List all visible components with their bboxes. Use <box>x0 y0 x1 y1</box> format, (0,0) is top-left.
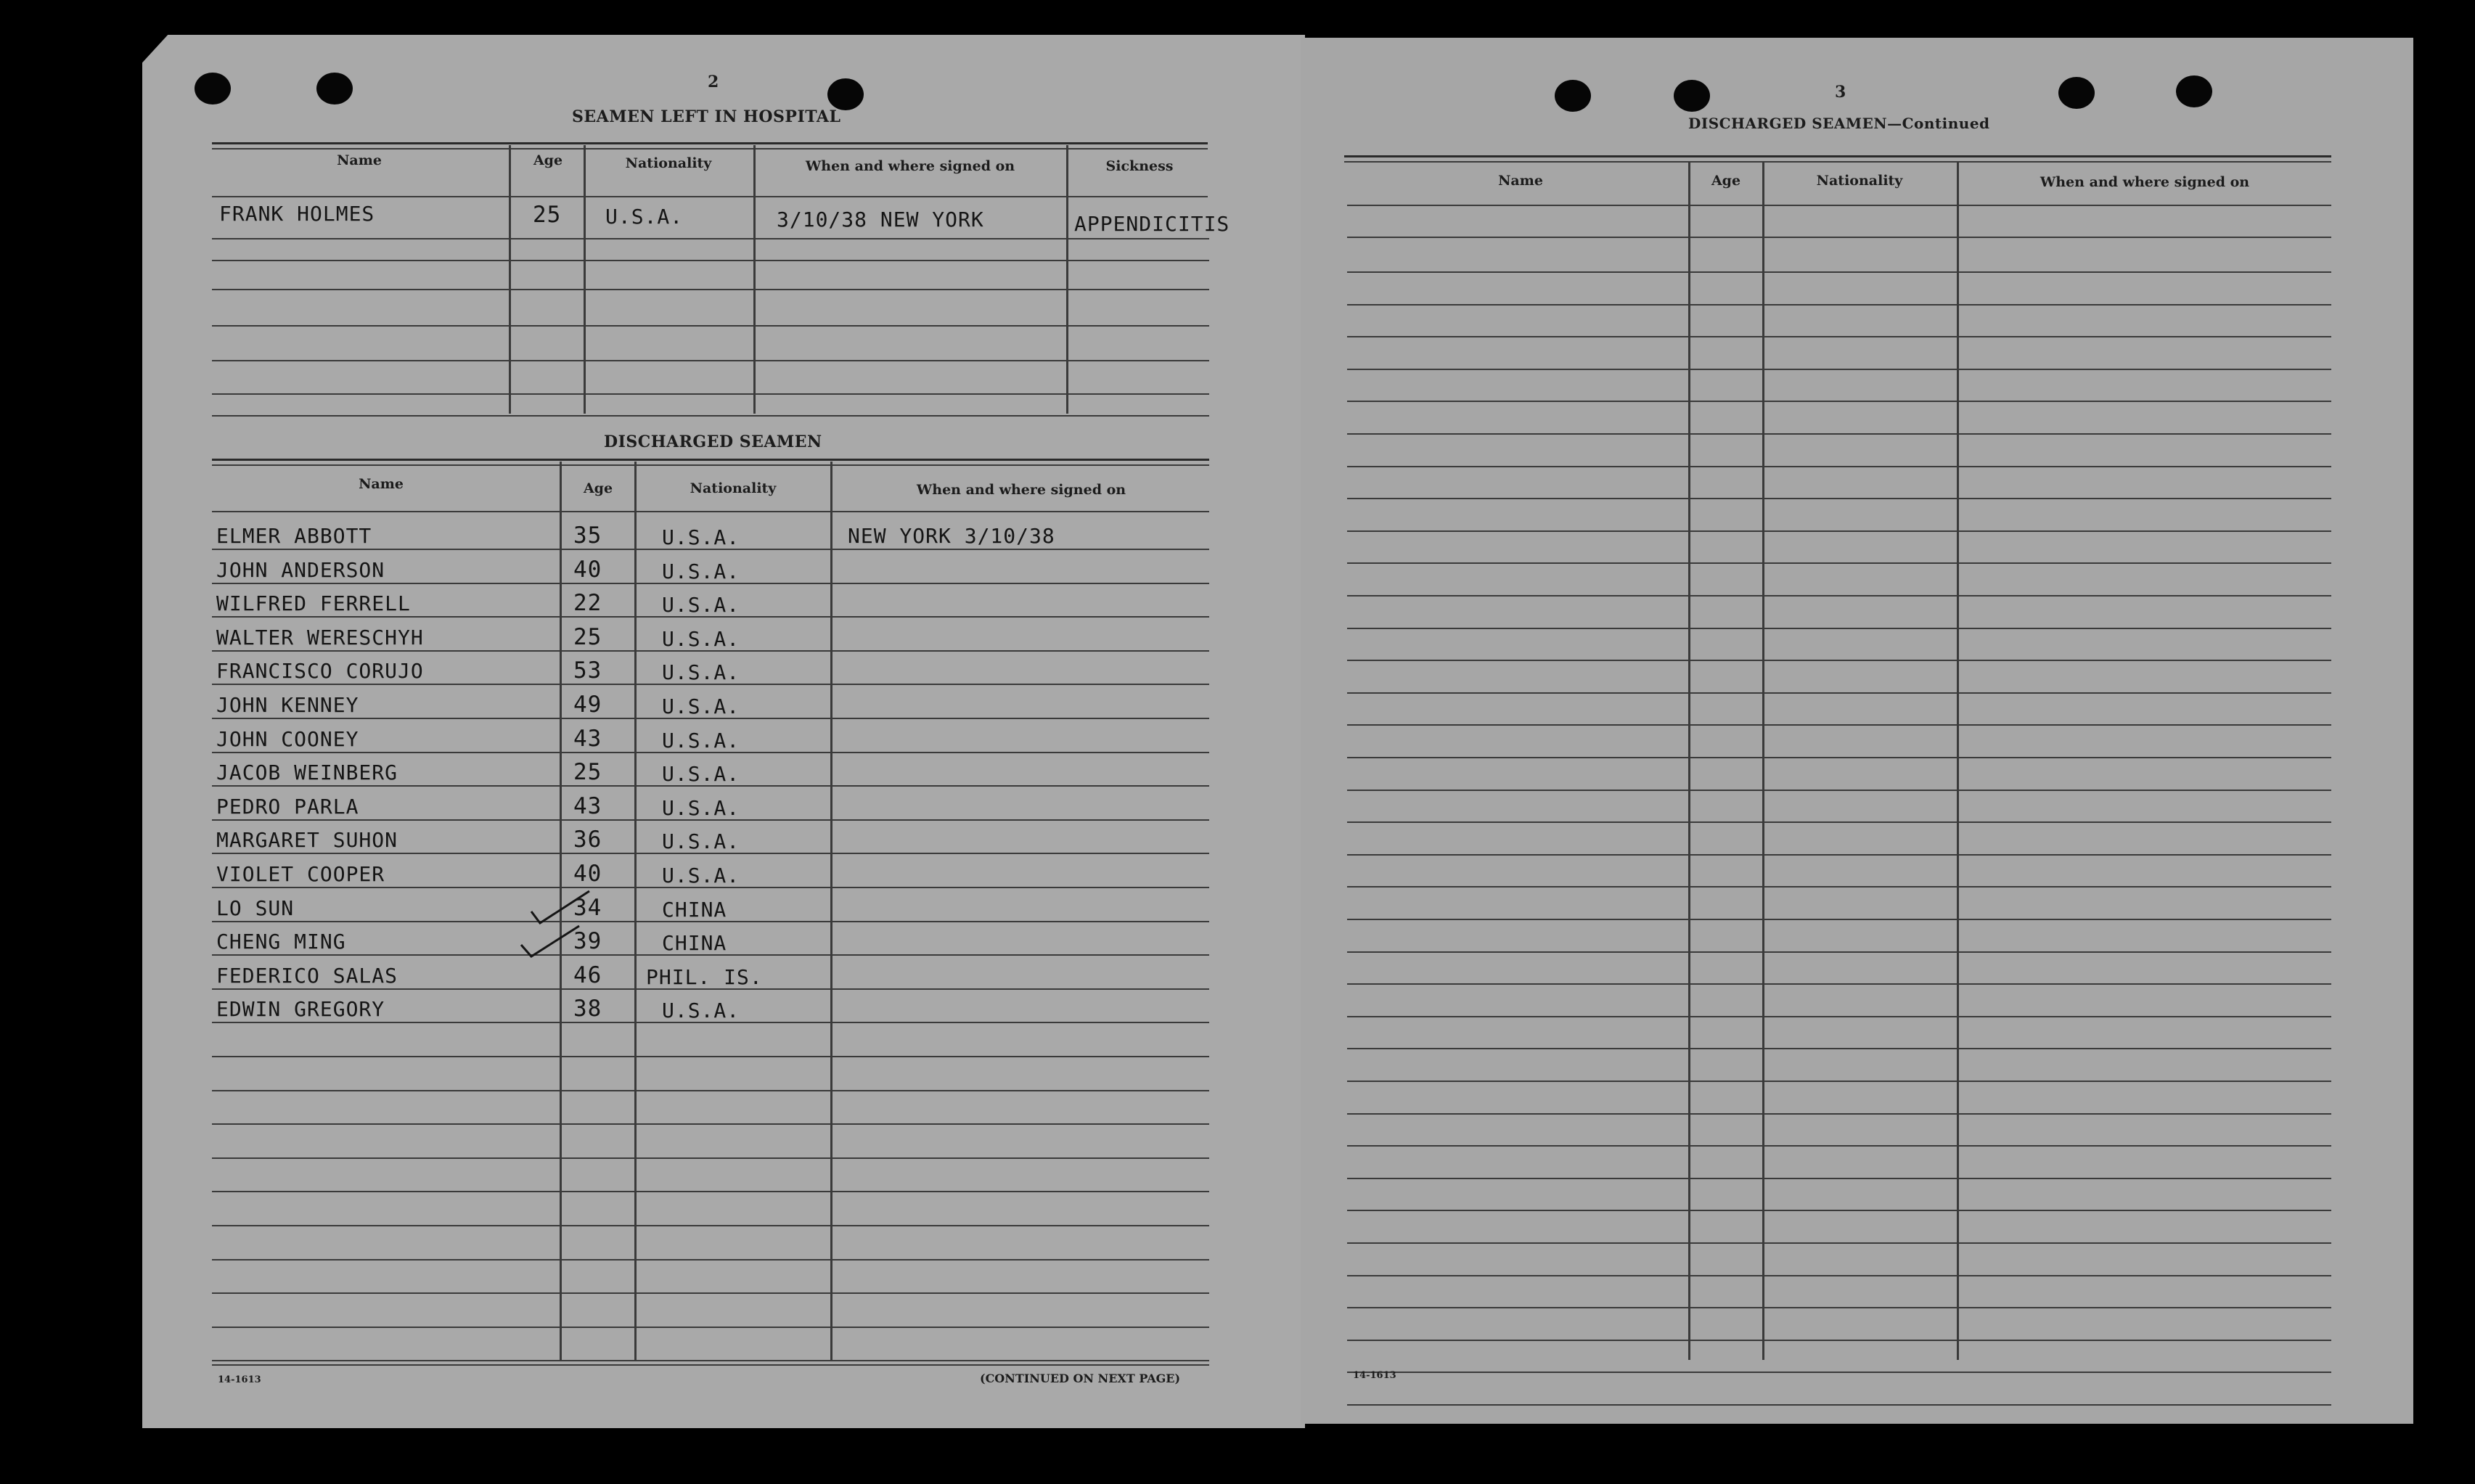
discharged-row-age: 40 <box>573 861 602 887</box>
discharged-header-name: Name <box>359 476 404 492</box>
discharged-row-nationality: U.S.A. <box>662 762 740 787</box>
left-form-number: 14-1613 <box>218 1374 261 1385</box>
discharged-row-nationality: U.S.A. <box>662 864 740 887</box>
punch-hole <box>2176 75 2212 107</box>
discharged-row-age: 22 <box>573 590 602 617</box>
discharged-row-age: 46 <box>573 962 602 988</box>
hospital-header-name: Name <box>337 152 382 168</box>
discharged-row-name: JACOB WEINBERG <box>216 761 398 785</box>
right-header-name: Name <box>1498 173 1543 189</box>
discharged-section-title: DISCHARGED SEAMEN <box>604 433 822 451</box>
discharged-row-age: 43 <box>573 725 602 752</box>
hospital-row-nationality: U.S.A. <box>605 205 684 229</box>
discharged-row-age: 34 <box>573 894 602 921</box>
discharged-row-age: 25 <box>573 623 602 650</box>
hospital-row-sickness: APPENDICITIS <box>1074 212 1230 236</box>
hospital-header-signed-on: When and where signed on <box>805 158 1015 174</box>
discharged-row-age: 39 <box>573 928 602 955</box>
discharged-row-signed-on: NEW YORK 3/10/38 <box>848 524 1055 548</box>
continued-note: (CONTINUED ON NEXT PAGE) <box>980 1372 1181 1385</box>
discharged-row-nationality: U.S.A. <box>662 559 740 583</box>
discharged-row-age: 36 <box>573 827 602 853</box>
discharged-row-name: FRANCISCO CORUJO <box>216 659 424 684</box>
right-header-signed-on: When and where signed on <box>2040 174 2250 190</box>
hospital-header-age: Age <box>533 152 563 168</box>
discharged-row-nationality: U.S.A. <box>662 728 740 753</box>
right-header-nationality: Nationality <box>1816 173 1903 189</box>
discharged-row-name: LO SUN <box>216 895 295 920</box>
hospital-row-name: FRANK HOLMES <box>219 202 375 226</box>
discharged-row-age: 53 <box>573 657 602 684</box>
hospital-row-age: 25 <box>533 202 562 228</box>
hospital-header-nationality: Nationality <box>625 155 712 171</box>
discharged-header-age: Age <box>583 480 613 496</box>
discharged-row-nationality: U.S.A. <box>662 694 740 718</box>
right-page-title: DISCHARGED SEAMEN—Continued <box>1688 115 1990 132</box>
discharged-row-name: JOHN ANDERSON <box>216 557 385 582</box>
discharged-row-name: EDWIN GREGORY <box>216 997 385 1022</box>
punch-hole <box>1674 80 1710 112</box>
discharged-row-name: JOHN KENNEY <box>216 693 359 717</box>
discharged-header-signed-on: When and where signed on <box>916 482 1126 498</box>
discharged-row-age: 40 <box>573 556 602 583</box>
discharged-row-name: VIOLET COOPER <box>216 862 385 886</box>
right-page <box>1301 38 2413 1424</box>
discharged-row-name: ELMER ABBOTT <box>216 524 372 548</box>
discharged-row-nationality: CHINA <box>662 897 727 922</box>
discharged-row-nationality: PHIL. IS. <box>646 964 763 989</box>
discharged-row-name: PEDRO PARLA <box>216 794 359 819</box>
discharged-row-name: CHENG MING <box>216 930 346 954</box>
right-page-number: 3 <box>1835 83 1846 102</box>
discharged-row-nationality: U.S.A. <box>662 525 740 549</box>
discharged-row-age: 49 <box>573 692 602 718</box>
discharged-row-name: WILFRED FERRELL <box>216 591 411 616</box>
discharged-row-name: FEDERICO SALAS <box>216 963 398 988</box>
hospital-section-title: SEAMEN LEFT IN HOSPITAL <box>572 107 841 126</box>
punch-hole <box>827 78 864 110</box>
discharged-row-nationality: U.S.A. <box>662 829 740 854</box>
discharged-row-name: JOHN COONEY <box>216 726 359 751</box>
punch-hole <box>195 73 231 104</box>
discharged-row-name: MARGARET SUHON <box>216 828 398 853</box>
discharged-row-age: 43 <box>573 792 602 819</box>
punch-hole <box>2058 77 2095 109</box>
discharged-row-nationality: U.S.A. <box>662 660 740 685</box>
discharged-row-age: 25 <box>573 759 602 786</box>
right-header-age: Age <box>1711 173 1741 189</box>
discharged-row-nationality: U.S.A. <box>662 593 740 618</box>
hospital-row-signed-on: 3/10/38 NEW YORK <box>777 208 984 231</box>
check-mark-icon <box>518 920 584 964</box>
left-page-number: 2 <box>708 73 719 91</box>
punch-hole <box>1555 80 1591 112</box>
discharged-row-nationality: U.S.A. <box>662 795 740 820</box>
discharged-row-age: 35 <box>573 522 602 549</box>
right-form-number: 14-1613 <box>1353 1370 1396 1381</box>
hospital-header-sickness: Sickness <box>1105 158 1174 174</box>
discharged-header-nationality: Nationality <box>690 480 777 496</box>
punch-hole <box>316 73 353 104</box>
discharged-row-nationality: CHINA <box>662 931 727 956</box>
discharged-row-nationality: U.S.A. <box>662 626 740 651</box>
discharged-row-nationality: U.S.A. <box>662 999 740 1023</box>
discharged-row-name: WALTER WERESCHYH <box>216 625 424 649</box>
discharged-row-age: 38 <box>573 996 602 1022</box>
